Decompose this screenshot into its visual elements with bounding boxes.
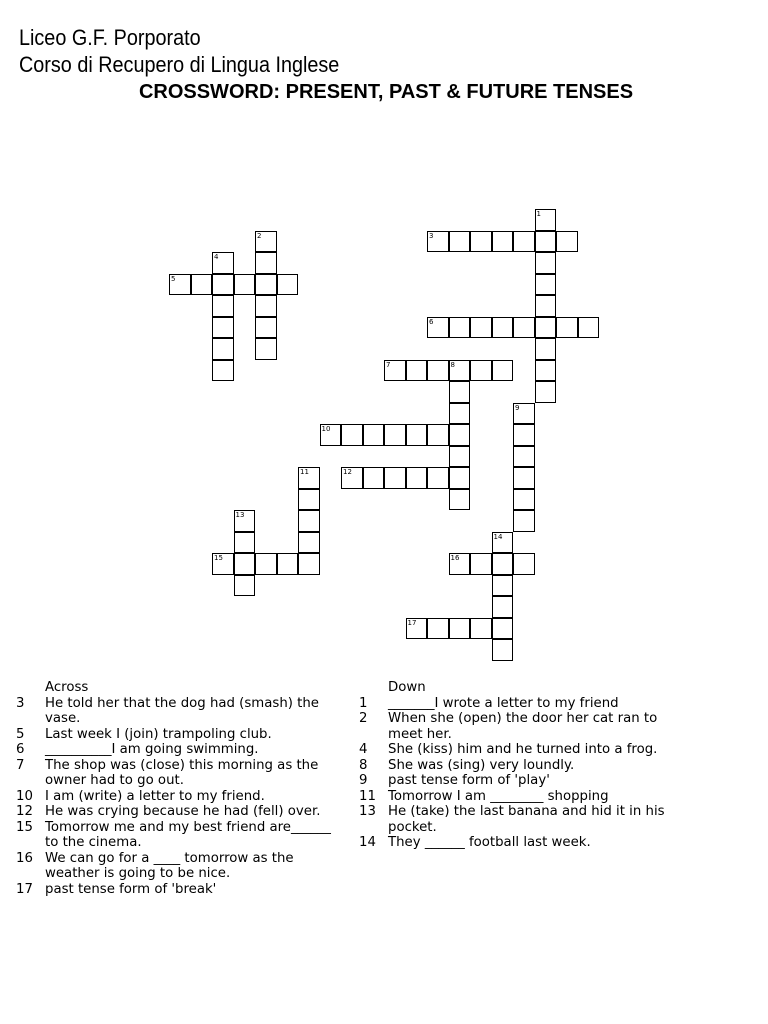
grid-cell[interactable] xyxy=(384,467,406,489)
down-clue xyxy=(359,773,689,789)
clue-text: He was crying because he had (fell) over. xyxy=(45,804,321,819)
grid-cell[interactable] xyxy=(384,360,406,382)
clue-number: 4 xyxy=(359,742,368,757)
grid-cell[interactable] xyxy=(449,317,471,339)
grid-cell[interactable] xyxy=(449,403,471,425)
clue-text: past tense form of 'play' xyxy=(388,773,550,788)
cell-number: 13 xyxy=(235,511,245,519)
grid-cell[interactable] xyxy=(341,424,363,446)
grid-cell[interactable] xyxy=(427,317,449,339)
grid-cell[interactable] xyxy=(513,403,535,425)
grid-cell[interactable] xyxy=(492,596,514,618)
clue-number: 9 xyxy=(359,773,368,788)
clue-number: 8 xyxy=(359,757,368,773)
school-name: Liceo G.F. Porporato xyxy=(19,25,201,50)
cell-number: 7 xyxy=(386,360,391,369)
grid-cell[interactable] xyxy=(492,553,514,575)
grid-cell[interactable] xyxy=(298,489,320,511)
across-clue xyxy=(16,804,336,820)
across-heading: Across xyxy=(45,680,89,695)
cell-number: 10 xyxy=(321,425,331,433)
across-clue xyxy=(16,851,336,882)
grid-cell[interactable] xyxy=(535,231,557,253)
grid-cell[interactable] xyxy=(406,467,428,489)
grid-cell[interactable] xyxy=(212,360,234,382)
grid-cell[interactable] xyxy=(234,575,256,597)
clue-text: They ______ football last week. xyxy=(388,835,591,850)
clue-text: __________I am going swimming. xyxy=(45,742,259,757)
across-clue xyxy=(16,727,336,743)
grid-cell[interactable] xyxy=(513,317,535,339)
clue-number: 2 xyxy=(359,711,368,726)
grid-cell[interactable] xyxy=(363,467,385,489)
clue-number: 17 xyxy=(16,881,33,897)
grid-cell[interactable] xyxy=(277,553,299,575)
grid-cell[interactable] xyxy=(212,252,234,274)
grid-cell[interactable] xyxy=(470,317,492,339)
grid-cell[interactable] xyxy=(255,231,277,253)
cell-number: 16 xyxy=(450,554,460,562)
grid-cell[interactable] xyxy=(449,618,471,640)
grid-cell[interactable] xyxy=(535,209,557,231)
grid-cell[interactable] xyxy=(341,467,363,489)
clue-number: 12 xyxy=(16,804,33,819)
grid-cell[interactable] xyxy=(513,446,535,468)
grid-cell[interactable] xyxy=(449,553,471,575)
grid-cell[interactable] xyxy=(492,639,514,661)
clue-text: He told her that the dog had (smash) the vase. xyxy=(45,695,319,726)
grid-cell[interactable] xyxy=(255,295,277,317)
grid-cell[interactable] xyxy=(298,532,320,554)
grid-cell[interactable] xyxy=(363,424,385,446)
grid-cell[interactable] xyxy=(234,274,256,296)
grid-cell[interactable] xyxy=(298,553,320,575)
clue-text: She (kiss) him and he turned into a frog. xyxy=(388,742,658,757)
grid-cell[interactable] xyxy=(513,467,535,489)
grid-cell[interactable] xyxy=(535,295,557,317)
grid-cell[interactable] xyxy=(384,424,406,446)
grid-cell[interactable] xyxy=(449,381,471,403)
page-title: CROSSWORD: PRESENT, PAST & FUTURE TENSES xyxy=(138,81,634,103)
cell-number: 17 xyxy=(407,618,417,627)
cell-number: 9 xyxy=(515,403,520,412)
grid-cell[interactable] xyxy=(406,360,428,382)
cell-number: 11 xyxy=(300,468,309,476)
grid-cell[interactable] xyxy=(234,510,256,532)
grid-cell[interactable] xyxy=(298,467,320,489)
grid-cell[interactable] xyxy=(513,231,535,253)
grid-cell[interactable] xyxy=(255,317,277,339)
grid-cell[interactable] xyxy=(535,252,557,274)
cell-number: 3 xyxy=(429,231,434,240)
clue-number: 6 xyxy=(16,742,25,757)
grid-cell[interactable] xyxy=(492,231,514,253)
grid-cell[interactable] xyxy=(298,510,320,532)
grid-cell[interactable] xyxy=(492,360,514,382)
cell-number: 4 xyxy=(214,253,219,261)
down-clues xyxy=(359,680,689,851)
grid-cell[interactable] xyxy=(212,295,234,317)
clue-number: 1 xyxy=(359,695,368,711)
grid-cell[interactable] xyxy=(492,317,514,339)
grid-cell[interactable] xyxy=(255,274,277,296)
grid-cell[interactable] xyxy=(212,338,234,360)
grid-cell[interactable] xyxy=(449,424,471,446)
down-clue-list xyxy=(359,696,689,851)
clue-text: I am (write) a letter to my friend. xyxy=(45,788,265,804)
clue-number: 14 xyxy=(359,835,376,850)
grid-cell[interactable] xyxy=(492,575,514,597)
across-clue xyxy=(16,820,336,851)
grid-cell[interactable] xyxy=(535,381,557,403)
cell-number: 8 xyxy=(450,360,455,369)
grid-cell[interactable] xyxy=(492,618,514,640)
grid-cell[interactable] xyxy=(470,618,492,640)
clue-number: 10 xyxy=(16,788,33,804)
down-clue xyxy=(359,789,689,805)
grid-cell[interactable] xyxy=(556,317,578,339)
clue-number: 5 xyxy=(16,726,25,742)
grid-cell[interactable] xyxy=(427,231,449,253)
cell-number: 14 xyxy=(493,532,503,541)
grid-cell[interactable] xyxy=(535,360,557,382)
grid-cell[interactable] xyxy=(406,618,428,640)
grid-cell[interactable] xyxy=(535,274,557,296)
grid-cell[interactable] xyxy=(449,489,471,511)
clue-text: Last week I (join) trampoling club. xyxy=(45,726,272,742)
across-clue xyxy=(16,758,336,789)
grid-cell[interactable] xyxy=(255,338,277,360)
grid-cell[interactable] xyxy=(449,446,471,468)
down-clue xyxy=(359,835,689,851)
down-clue xyxy=(359,742,689,758)
clue-text: He (take) the last banana and hid it in his pocket. xyxy=(388,804,665,835)
grid-cell[interactable] xyxy=(406,424,428,446)
grid-cell[interactable] xyxy=(427,467,449,489)
clue-number: 11 xyxy=(359,788,376,804)
clue-number: 7 xyxy=(16,757,25,773)
grid-cell[interactable] xyxy=(513,424,535,446)
grid-cell[interactable] xyxy=(513,510,535,532)
clue-number: 3 xyxy=(16,695,25,711)
grid-cell[interactable] xyxy=(277,274,299,296)
grid-cell[interactable] xyxy=(234,553,256,575)
clue-text: The shop was (close) this morning as the owner had to go out. xyxy=(45,757,319,788)
grid-cell[interactable] xyxy=(212,274,234,296)
grid-cell[interactable] xyxy=(255,553,277,575)
clue-number: 15 xyxy=(16,819,33,835)
grid-cell[interactable] xyxy=(427,424,449,446)
cell-number: 2 xyxy=(257,231,262,240)
grid-cell[interactable] xyxy=(535,317,557,339)
down-clue xyxy=(359,711,689,742)
clue-text: _______I wrote a letter to my friend xyxy=(388,695,619,711)
grid-cell[interactable] xyxy=(470,553,492,575)
cell-number: 6 xyxy=(429,317,434,326)
grid-cell[interactable] xyxy=(427,618,449,640)
clue-text: She was (sing) very loundly. xyxy=(388,757,575,773)
across-clue-list xyxy=(16,696,336,898)
cell-number: 12 xyxy=(343,468,352,476)
across-clues xyxy=(16,680,336,897)
clue-text: We can go for a ____ tomorrow as the weather is going to be nice. xyxy=(45,850,294,881)
course-name: Corso di Recupero di Lingua Inglese xyxy=(19,52,340,77)
grid-cell[interactable] xyxy=(320,424,342,446)
grid-cell[interactable] xyxy=(470,231,492,253)
grid-cell[interactable] xyxy=(169,274,191,296)
grid-cell[interactable] xyxy=(513,489,535,511)
across-clue xyxy=(16,882,336,898)
across-clue xyxy=(16,696,336,727)
grid-cell[interactable] xyxy=(212,553,234,575)
clue-text: past tense form of 'break' xyxy=(45,881,217,897)
grid-cell[interactable] xyxy=(578,317,600,339)
grid-cell[interactable] xyxy=(470,360,492,382)
grid-cell[interactable] xyxy=(234,532,256,554)
down-clue xyxy=(359,804,689,835)
cell-number: 15 xyxy=(214,554,223,562)
grid-cell[interactable] xyxy=(212,317,234,339)
grid-cell[interactable] xyxy=(449,360,471,382)
down-clue xyxy=(359,696,689,712)
clue-number: 16 xyxy=(16,850,33,866)
clue-text: Tomorrow I am ________ shopping xyxy=(388,788,609,804)
cell-number: 1 xyxy=(536,210,541,218)
across-clue xyxy=(16,789,336,805)
clue-text: When she (open) the door her cat ran to meet her. xyxy=(388,711,658,742)
grid-cell[interactable] xyxy=(449,467,471,489)
grid-cell[interactable] xyxy=(191,274,213,296)
grid-cell[interactable] xyxy=(255,252,277,274)
across-clue xyxy=(16,742,336,758)
cell-number: 5 xyxy=(171,274,176,283)
down-heading: Down xyxy=(388,680,426,695)
grid-cell[interactable] xyxy=(492,532,514,554)
down-clue xyxy=(359,758,689,774)
clue-text: Tomorrow me and my best friend are______ to the cinema. xyxy=(45,819,331,850)
grid-cell[interactable] xyxy=(513,553,535,575)
grid-cell[interactable] xyxy=(449,231,471,253)
clue-number: 13 xyxy=(359,804,376,819)
grid-cell[interactable] xyxy=(535,338,557,360)
grid-cell[interactable] xyxy=(427,360,449,382)
grid-cell[interactable] xyxy=(556,231,578,253)
